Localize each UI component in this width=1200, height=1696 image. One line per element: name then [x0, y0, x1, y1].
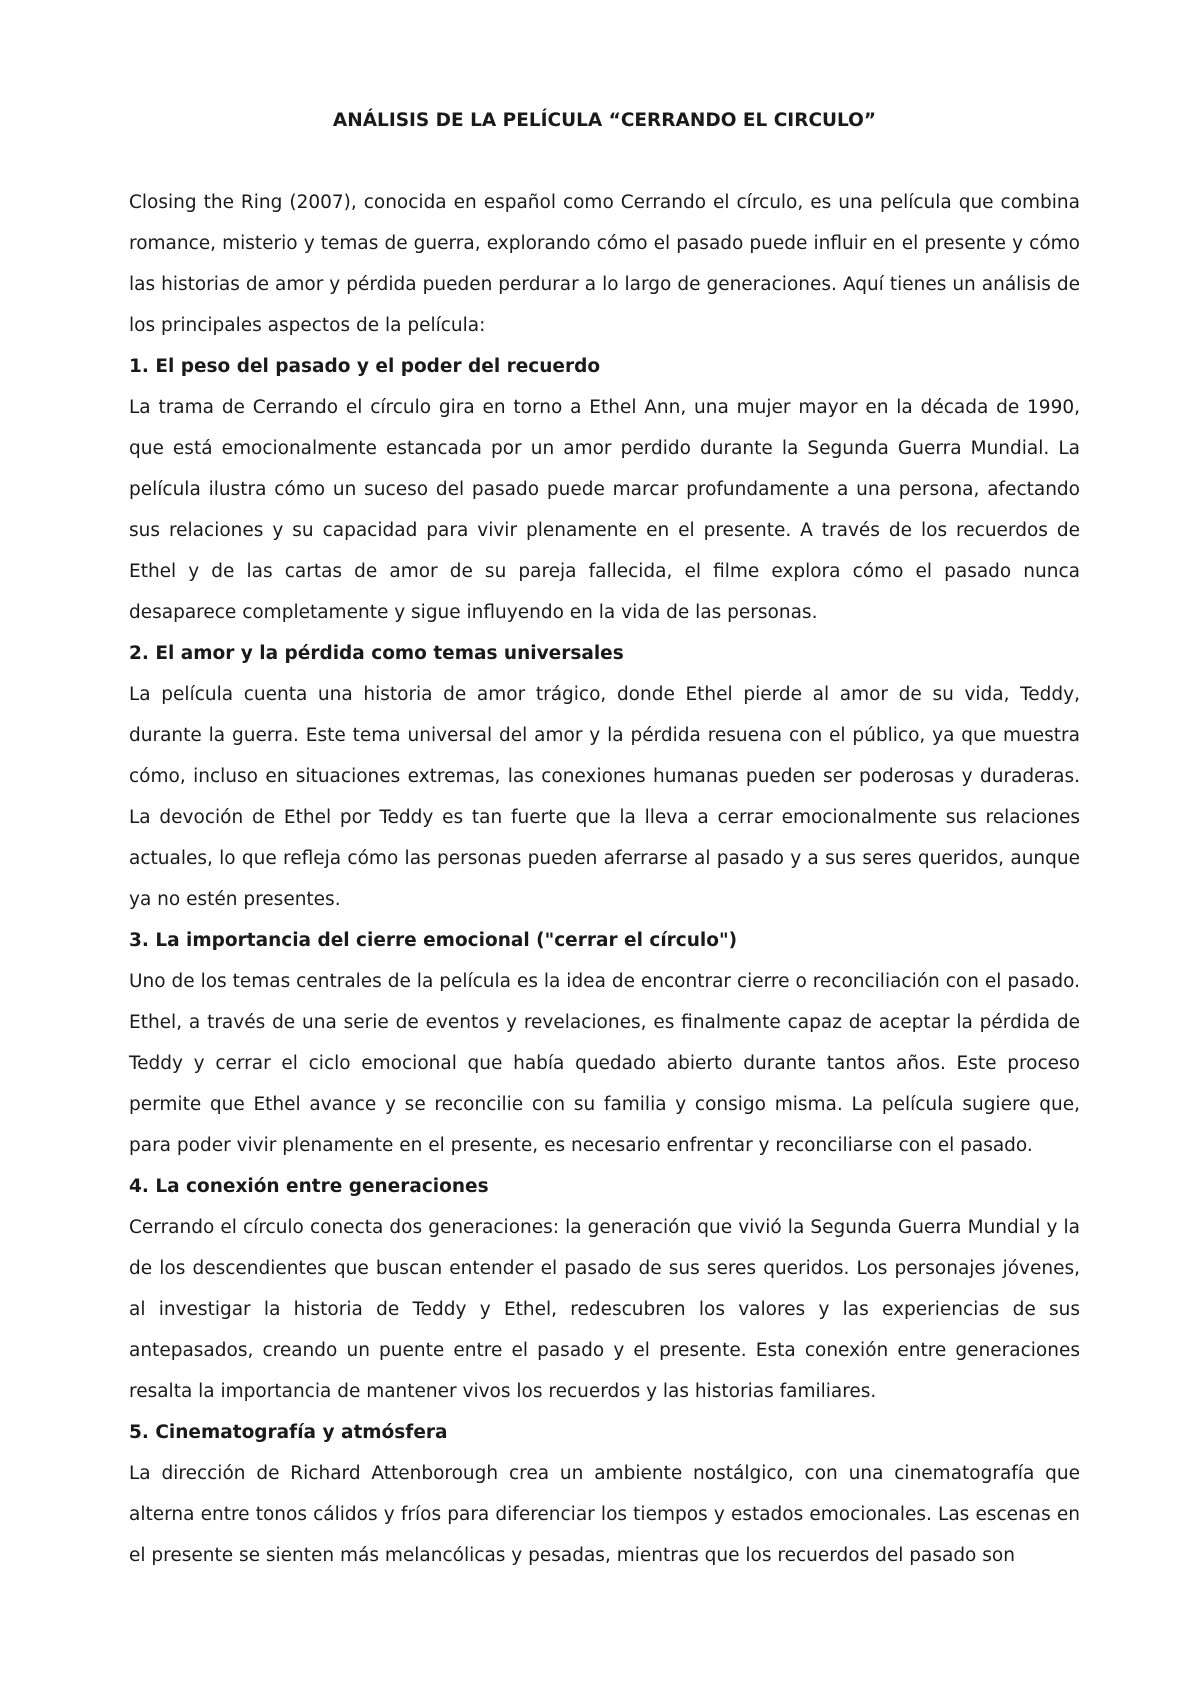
document-title: ANÁLISIS DE LA PELÍCULA “CERRANDO EL CIRCULO” — [332, 110, 877, 131]
section-5-body: La dirección de Richard Attenborough crea un ambiente nostálgico, con una cinematografía que alterna entre tonos cálidos y fríos para diferenciar los tiempos y estados emocionales. Las escenas en el presente se sienten más melancólicas y pesadas, mientras que los recuerdos del pasado son — [129, 1463, 1080, 1566]
intro-paragraph: Closing the Ring (2007), conocida en español como Cerrando el círculo, es una película que combina romance, misterio y temas de guerra, explorando cómo el pasado puede influir en el presente y cómo las historias de amor y pérdida pueden perdurar a lo largo de generaciones. Aquí tienes un análisis de los principales aspectos de la película: — [129, 192, 1080, 336]
section-1-heading: 1. El peso del pasado y el poder del recuerdo — [129, 356, 601, 377]
section-3-heading: 3. La importancia del cierre emocional ("cerrar el círculo") — [129, 930, 738, 951]
section-2-heading: 2. El amor y la pérdida como temas universales — [129, 643, 624, 664]
section-4-heading: 4. La conexión entre generaciones — [129, 1176, 489, 1197]
section-2-body: La película cuenta una historia de amor trágico, donde Ethel pierde al amor de su vida, Teddy, durante la guerra. Este tema universal del amor y la pérdida resuena con el público, ya que muestra cómo, incluso en situaciones extremas, las conexiones humanas pueden ser poderosas y duraderas. La devoción de Ethel por Teddy es tan fuerte que la lleva a cerrar emocionalmente sus relaciones actuales, lo que refleja cómo las personas pueden aferrarse al pasado y a sus seres queridos, aunque ya no estén presentes. — [129, 684, 1080, 910]
section-4-body: Cerrando el círculo conecta dos generaciones: la generación que vivió la Segunda Guerra Mundial y la de los descendientes que buscan entender el pasado de sus seres queridos. Los personajes jóvenes, al investigar la historia de Teddy y Ethel, redescubren los valores y las experiencias de sus antepasados, creando un puente entre el pasado y el presente. Esta conexión entre generaciones resalta la importancia de mantener vivos los recuerdos y las historias familiares. — [129, 1217, 1080, 1402]
section-3-body: Uno de los temas centrales de la película es la idea de encontrar cierre o reconciliación con el pasado. Ethel, a través de una serie de eventos y revelaciones, es finalmente capaz de aceptar la pérdida de Teddy y cerrar el ciclo emocional que había quedado abierto durante tantos años. Este proceso permite que Ethel avance y se reconcilie con su familia y consigo misma. La película sugiere que, para poder vivir plenamente en el presente, es necesario enfrentar y reconciliarse con el pasado. — [129, 971, 1080, 1156]
section-1-body: La trama de Cerrando el círculo gira en torno a Ethel Ann, una mujer mayor en la década de 1990, que está emocionalmente estancada por un amor perdido durante la Segunda Guerra Mundial. La película ilustra cómo un suceso del pasado puede marcar profundamente a una persona, afectando sus relaciones y su capacidad para vivir plenamente en el presente. A través de los recuerdos de Ethel y de las cartas de amor de su pareja fallecida, el filme explora cómo el pasado nunca desaparece completamente y sigue influyendo en la vida de las personas. — [129, 397, 1080, 623]
section-5-heading: 5. Cinematografía y atmósfera — [129, 1422, 448, 1443]
